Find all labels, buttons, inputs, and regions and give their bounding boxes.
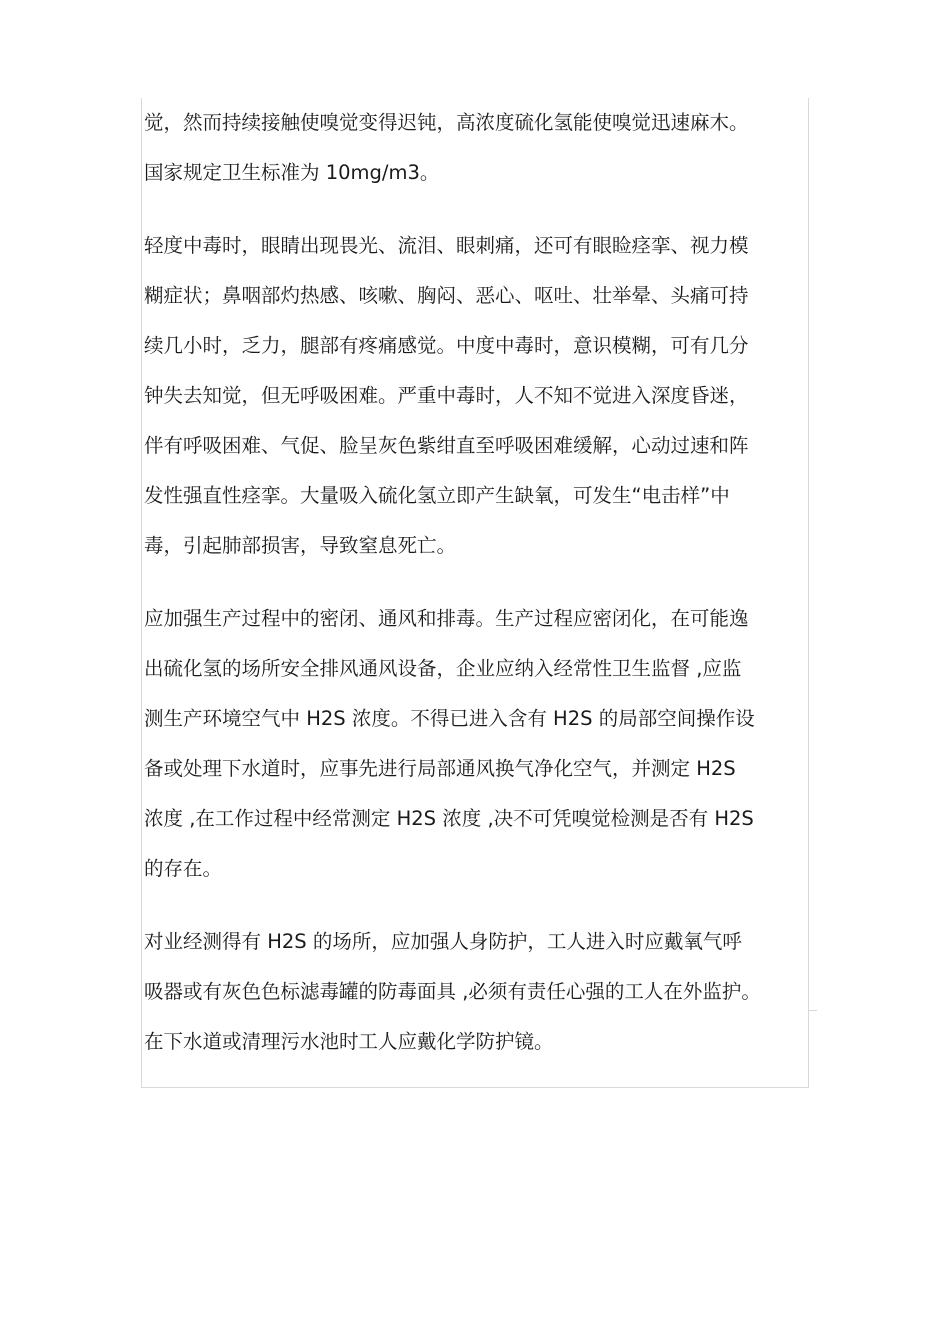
text-line: 轻度中毒时，眼睛出现畏光、流泪、眼刺痛，还可有眼睑痉挛、视力模	[144, 234, 749, 257]
text-line: 毒，引起肺部损害，导致窒息死亡。	[144, 534, 457, 557]
text-line: 应加强生产过程中的密闭、通风和排毒。生产过程应密闭化，在可能逸	[144, 607, 749, 630]
text-line: 钟失去知觉，但无呼吸困难。严重中毒时，人不知不觉进入深度昏迷，	[144, 384, 749, 407]
text-line: 发性强直性痉挛。大量吸入硫化氢立即产生缺氧，可发生“电击样”中	[144, 484, 730, 507]
text-line: 糊症状；鼻咽部灼热感、咳嗽、胸闷、恶心、呕吐、壮举晕、头痛可持	[144, 284, 749, 307]
text-line: 测生产环境空气中 H2S 浓度。不得已进入含有 H2S 的局部空间操作设	[144, 707, 755, 730]
text-line: 伴有呼吸困难、气促、脸呈灰色紫绀直至呼吸困难缓解，心动过速和阵	[144, 434, 749, 457]
text-line: 国家规定卫生标准为 10mg/m3。	[144, 161, 440, 184]
text-line: 觉，然而持续接触使嗅觉变得迟钝，高浓度硫化氢能使嗅觉迅速麻木。	[144, 111, 749, 134]
text-line: 备或处理下水道时，应事先进行局部通风换气净化空气，并测定 H2S	[144, 757, 736, 780]
text-line: 对业经测得有 H2S 的场所，应加强人身防护，工人进入时应戴氧气呼	[144, 930, 742, 953]
text-line: 续几小时，乏力，腿部有疼痛感觉。中度中毒时，意识模糊，可有几分	[144, 334, 749, 357]
text-line: 的存在。	[144, 857, 223, 880]
paragraph-personal-protection	[144, 917, 816, 1067]
text-line: 在下水道或清理污水池时工人应戴化学防护镜。	[144, 1030, 554, 1053]
document-body	[144, 98, 816, 1090]
paragraph-odor-threshold	[144, 98, 816, 198]
text-line: 浓度 ,在工作过程中经常测定 H2S 浓度 ,决不可凭嗅觉检测是否有 H2S	[144, 807, 754, 830]
text-line: 吸器或有灰色色标滤毒罐的防毒面具 ,必须有责任心强的工人在外监护。	[144, 980, 761, 1003]
paragraph-prevention	[144, 594, 816, 894]
text-line: 出硫化氢的场所安全排风通风设备，企业应纳入经常性卫生监督 ,应监	[144, 657, 742, 680]
paragraph-symptoms	[144, 221, 816, 571]
